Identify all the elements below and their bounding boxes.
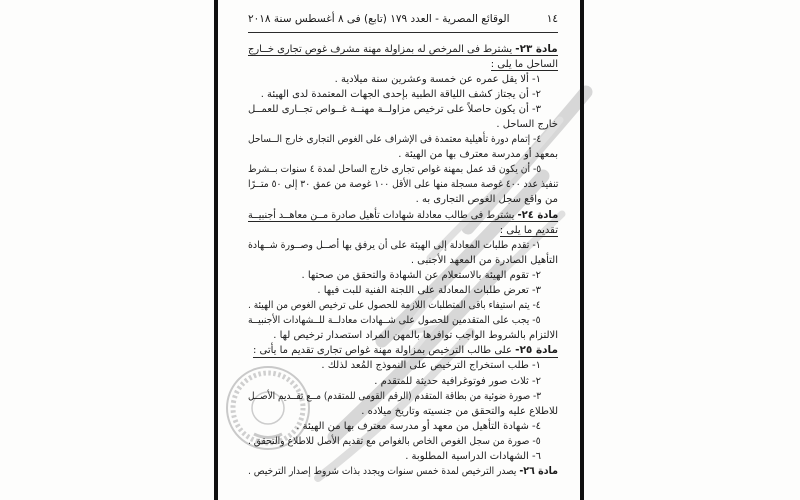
page-content	[248, 0, 558, 500]
article-24-item-2: ٢- تقوم الهيئة بالاستعلام عن الشهادة والتحقق من صحتها .	[301, 269, 541, 281]
article-24-item-1: ١- تقدم طلبات المعادلة إلى الهيئة على أن يرفق بها أصــل وصــورة شــهادة	[248, 239, 541, 251]
header-rule	[248, 32, 558, 33]
article-24-item-4: ٤- يتم استيفاء باقى المتطلبات اللازمة للحصول على ترخيص الغوص من الهيئة .	[248, 300, 541, 312]
article-26-heading: مادة ٢٦- يصدر الترخيص لمدة خمس سنوات ويجدد بذات شروط إصدار الترخيص .	[247, 465, 558, 478]
article-25-item-1: ١- طلب استخراج الترخيص على النموذج المُعد لذلك .	[321, 360, 541, 372]
article-25-item-2: ٢- ثلاث صور فوتوغرافية حديثة للمتقدم .	[374, 375, 541, 387]
article-23-label: مادة ٢٣-	[515, 42, 558, 55]
page-edge-left-bar	[214, 0, 218, 500]
article-25-heading: مادة ٢٥- على طالب الترخيص بمزاولة مهنة غواص تجارى تقديم ما يأتى :	[252, 344, 558, 357]
article-24-heading-cont: تقديم ما يلى :	[499, 224, 558, 236]
article-23-item-5-cont-1: تنفيذ عدد ٤٠٠ غوصة مسجلة منها على الأقل ١٠٠ غوصة من عمق ٣٠ إلى ٥٠ متــرًا	[247, 179, 558, 191]
article-23-item-5: ٥- أن يكون قد عمل بمهنة غواص تجارى خارج الساحل لمدة ٤ سنوات بــشرط	[247, 164, 541, 176]
article-24-item-5: ٥- يجب على المتقدمين للحصول على شــهادات معادلــة للــشهادات الأجنبيــة	[248, 315, 541, 327]
article-25-item-3-cont: للاطلاع عليه والتحقق من جنسيته وتاريخ ميلاده .	[361, 405, 558, 417]
article-25-label: مادة ٢٥-	[515, 344, 558, 357]
article-23-item-4-cont: بمعهد أو مدرسة معترف بها من الهيئة .	[398, 149, 558, 161]
article-23-item-3-cont: خارج الساحل .	[496, 118, 558, 130]
article-25-item-3: ٣- صورة ضوئية من بطاقة المتقدم (الرقم القومى للمتقدم) مــع تقــديم الأصــل	[247, 390, 541, 402]
article-23-item-2: ٢- أن يجتاز كشف اللياقة الطبية بإحدى الجهات المعتمدة لدى الهيئة .	[260, 88, 541, 100]
gazette-title: الوقائع المصرية - العدد ١٧٩ (تابع) فى ٨ أغسطس سنة ٢٠١٨	[248, 13, 510, 25]
article-24-item-5-cont: الالتزام بالشروط الواجب توافرها بالمهن المراد استصدار ترخيص لها .	[273, 330, 558, 342]
page-edge-right-bar	[580, 0, 584, 500]
article-23-item-3: ٣- أن يكون حاصلاً على ترخيص مزاولــة مهنــة غــواص تجــارى للعمــل	[247, 103, 541, 115]
article-24-label: مادة ٢٤-	[517, 208, 558, 221]
article-24-item-3: ٣- تعرض طلبات المعادلة على اللجنة الفنية للبت فيها .	[317, 285, 541, 296]
article-24-heading: مادة ٢٤- يشترط فى طالب معادلة شهادات تأهيل صادرة مــن معاهــد أجنبيــة	[247, 208, 558, 221]
page-number: ١٤	[546, 13, 558, 25]
article-25-item-6: ٦- الشهادات الدراسية المطلوبة .	[405, 451, 541, 463]
article-26-label: مادة ٢٦-	[519, 465, 558, 478]
article-24-item-1-cont: التأهيل الصادرة من المعهد الأجنبى .	[410, 254, 558, 266]
article-23-item-5-cont-2: من واقع سجل الغوص التجارى به .	[415, 194, 558, 206]
articles-body	[248, 42, 558, 480]
article-23-heading: مادة ٢٣- يشترط فى المرخص له بمزاولة مهنة مشرف غوص تجارى خــارج	[248, 42, 558, 55]
article-23-heading-cont: الساحل ما يلى :	[490, 58, 558, 70]
article-23-item-1: ١- ألا يقل عمره عن خمسة وعشرين سنة ميلادية .	[334, 73, 541, 85]
article-25-item-5: ٥- صورة من سجل الغوص الخاص بالغواص مع تقديم الأصل للاطلاع والتحقق .	[248, 435, 541, 447]
article-25-item-4: ٤- شهادة التأهيل من معهد أو مدرسة معترف بها من الهيئة .	[296, 420, 541, 432]
page-header	[248, 13, 558, 25]
article-23-item-4: ٤- إتمام دورة تأهيلية معتمدة فى الإشراف على الغوص التجارى خارج الــساحل	[247, 134, 541, 146]
